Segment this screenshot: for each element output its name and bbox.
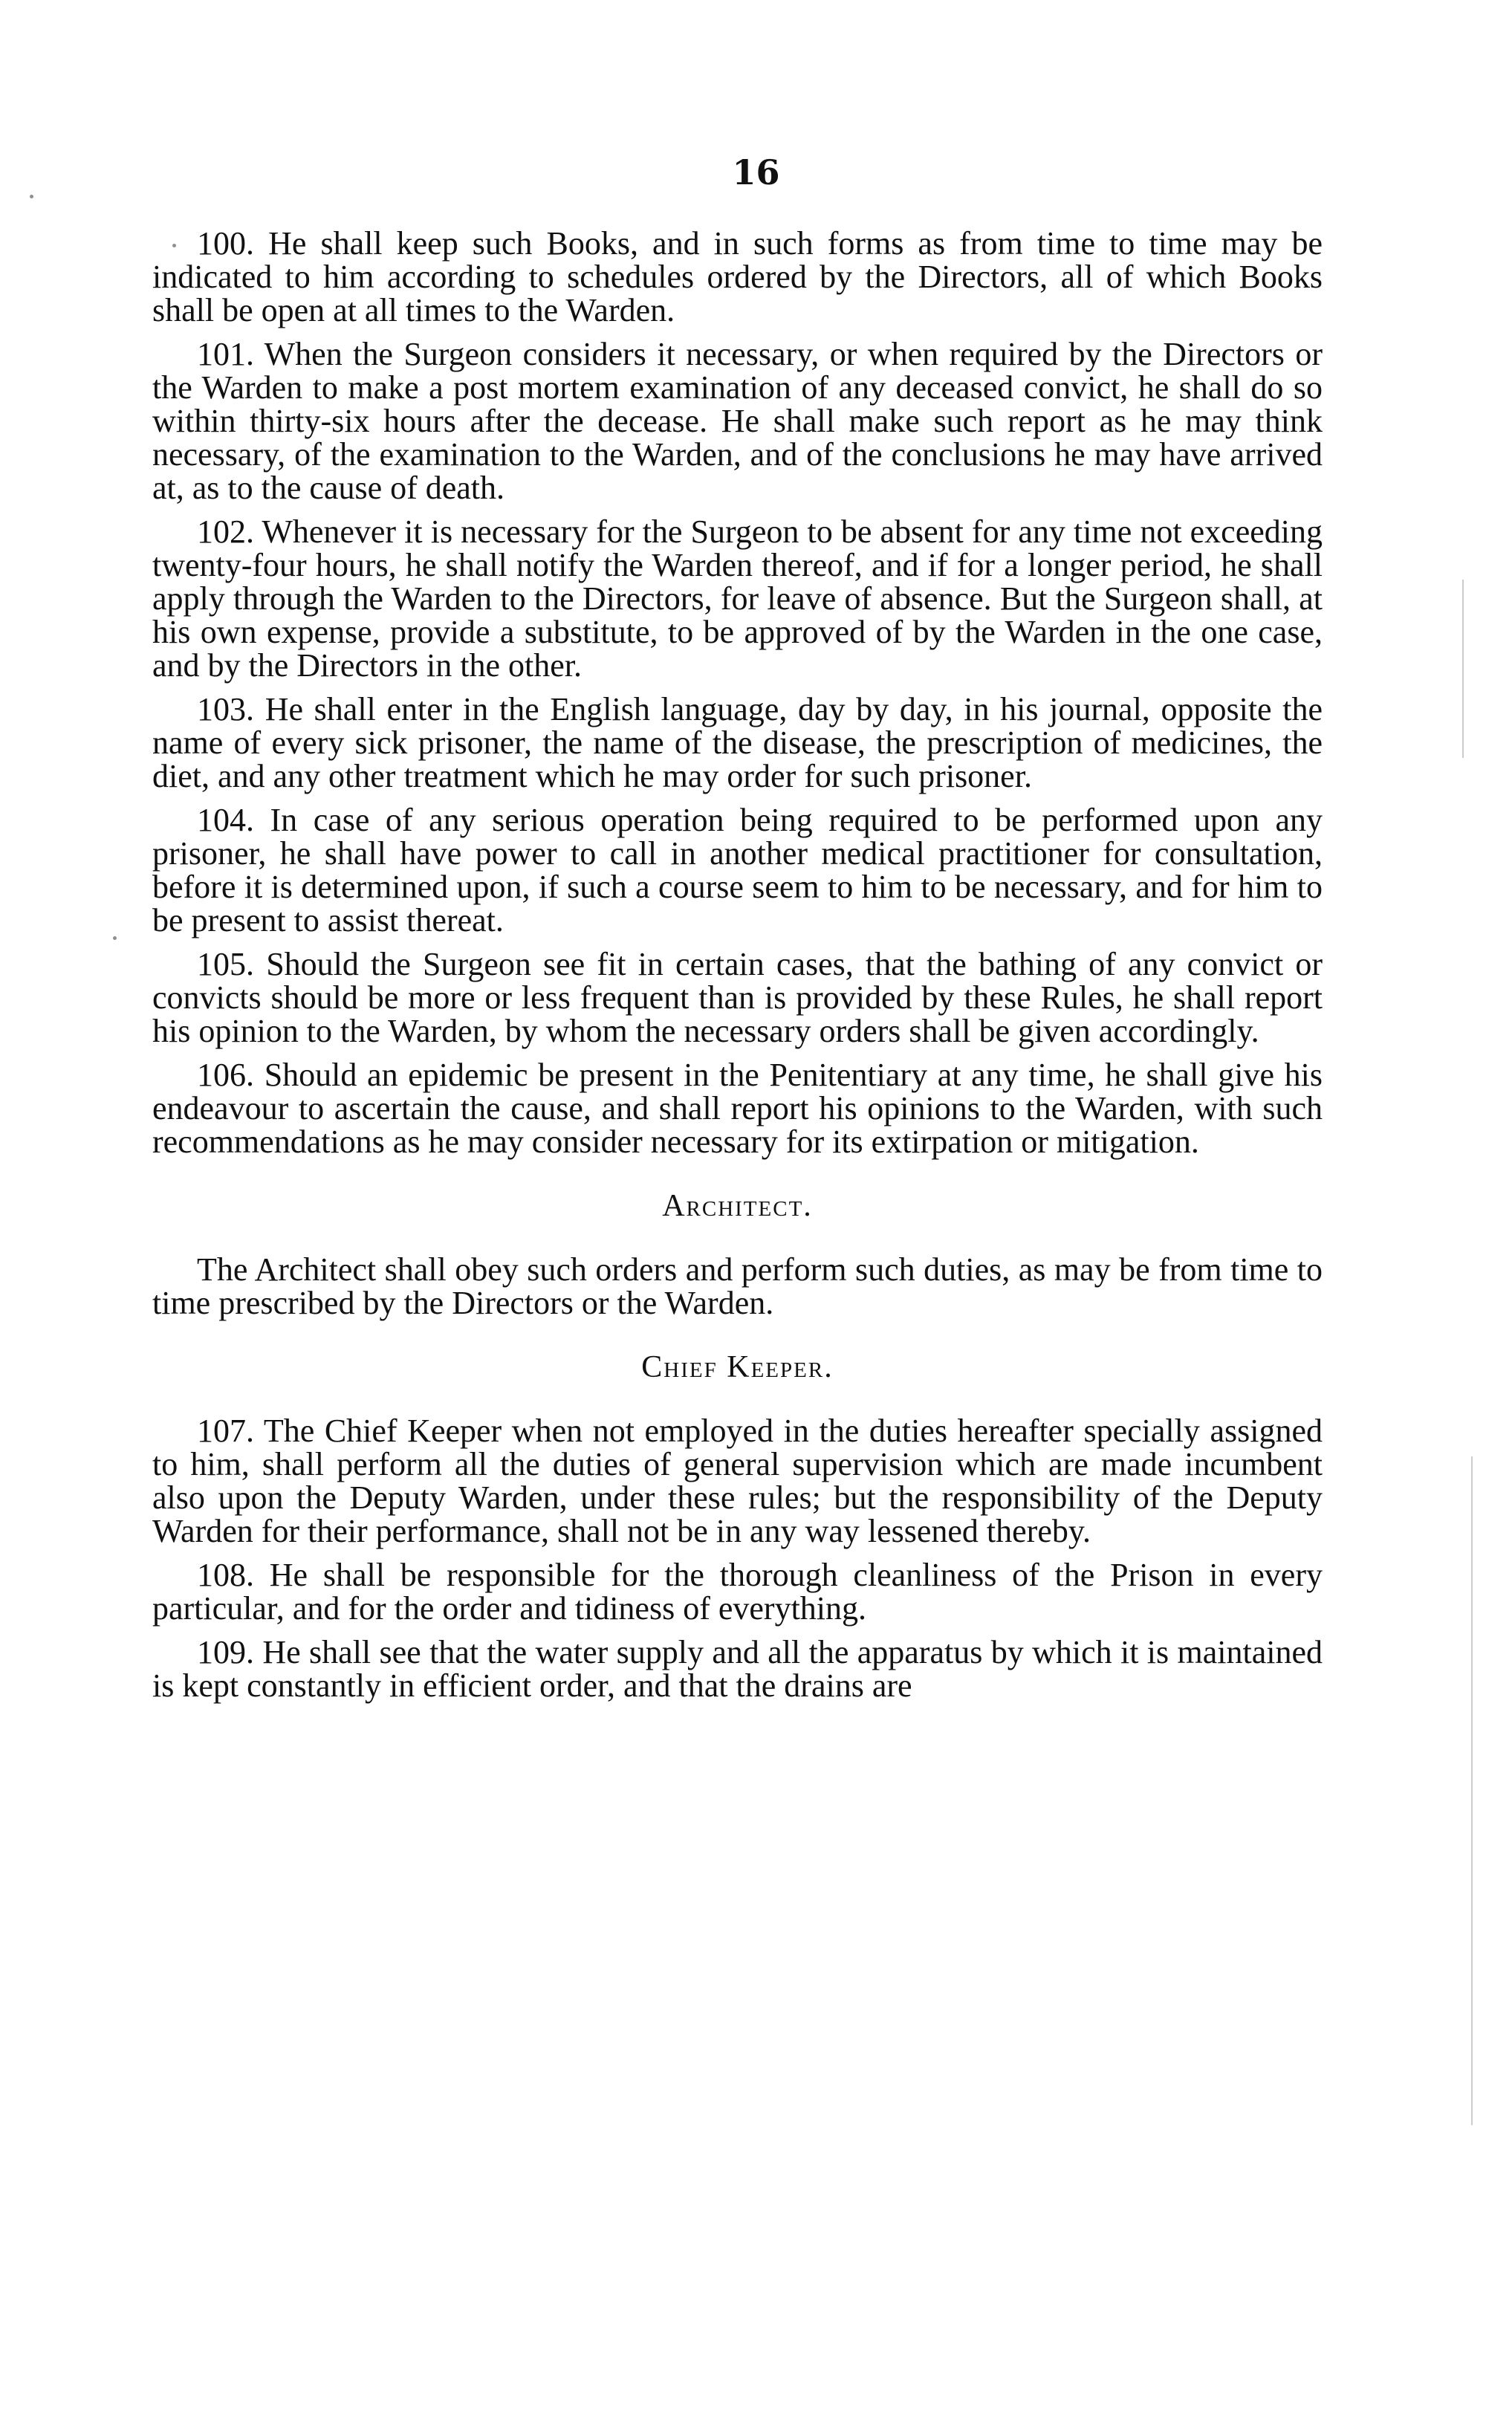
scan-speck bbox=[113, 936, 117, 940]
paragraph-105 bbox=[152, 947, 1323, 1048]
paragraph-number: 101. bbox=[197, 336, 254, 372]
paragraph-number: 103. bbox=[197, 691, 254, 727]
paragraph-100 bbox=[152, 227, 1323, 327]
paragraph-number: 104. bbox=[197, 802, 254, 838]
paragraph-102 bbox=[152, 515, 1323, 682]
paragraph-number: 109. bbox=[197, 1634, 254, 1670]
paragraph-106 bbox=[152, 1058, 1323, 1158]
paragraph-text: The Chief Keeper when not employed in the duties hereafter specially assigned to him, shall perform all the duties of general supervision which are made incumbent also upon the Deputy Warden, under these rules; but the responsibility of the Deputy Warden for their performance, shall not be in any way lessened thereby. bbox=[152, 1413, 1323, 1549]
paragraph-text: Should an epidemic be present in the Penitentiary at any time, he shall give his endeavour to ascertain the cause, and shall report his opinions to the Warden, with such recommendations as he may consider necessary for its extirpation or mitigation. bbox=[152, 1057, 1323, 1160]
scan-margin-line bbox=[1471, 1456, 1473, 2125]
paragraph-text: Whenever it is necessary for the Surgeon to be absent for any time not exceeding twenty-four hours, he shall notify the Warden thereof, and if for a longer period, he shall apply through the Warden to the Directors, for leave of absence. But the Surgeon shall, at his own expense, provide a substitute, to be approved of by the Warden in the one case, and by the Directors in the other. bbox=[152, 513, 1323, 684]
paragraph-103 bbox=[152, 693, 1323, 793]
paragraph-number: 107. bbox=[197, 1413, 254, 1449]
scan-speck bbox=[172, 244, 176, 247]
scan-margin-line bbox=[1462, 580, 1464, 758]
paragraph-104 bbox=[152, 803, 1323, 937]
paragraph-architect: The Architect shall obey such orders and perform such duties, as may be from time to time prescribed by the Directors or the Warden. bbox=[152, 1251, 1323, 1321]
paragraph-text: In case of any serious operation being required to be performed upon any prisoner, he shall have power to call in another medical practitioner for consultation, before it is determined upon, if such a course seem to him to be necessary, and for him to be present to assist thereat. bbox=[152, 802, 1323, 938]
section-heading-chief-keeper: Chief Keeper. bbox=[641, 1350, 834, 1384]
paragraph-108 bbox=[152, 1558, 1323, 1625]
paragraph-number: 102. bbox=[197, 513, 254, 550]
paragraph-text: He shall see that the water supply and all the apparatus by which it is maintained is kept constantly in efficient order, and that the drains are bbox=[152, 1634, 1323, 1704]
paragraph-text: Should the Surgeon see fit in certain cases, that the bathing of any convict or convicts should be more or less frequent than is provided by these Rules, he shall report his opinion to the Warden, by whom the necessary orders shall be given accordingly. bbox=[152, 946, 1323, 1049]
paragraph-number: 100. bbox=[197, 225, 254, 262]
paragraph-text: When the Surgeon considers it necessary, or when required by the Directors or the Warden to make a post mortem examination of any deceased convict, he shall do so within thirty-six hours after the decease. He shall make such report as he may think necessary, of the examination to the Warden, and of the conclusions he may have arrived at, as to the cause of death. bbox=[152, 336, 1323, 506]
paragraph-number: 105. bbox=[197, 946, 254, 982]
paragraph-text: He shall be responsible for the thorough cleanliness of the Prison in every particular, and for the order and tidiness of everything. bbox=[152, 1557, 1323, 1627]
scan-speck bbox=[30, 195, 33, 198]
paragraph-109 bbox=[152, 1635, 1323, 1702]
paragraph-number: 106. bbox=[197, 1057, 254, 1093]
paragraph-text: He shall keep such Books, and in such forms as from time to time may be indicated to him according to schedules ordered by the Directors, all of which Books shall be open at all times to the Warden. bbox=[152, 225, 1323, 328]
paragraph-101 bbox=[152, 337, 1323, 505]
paragraph-107 bbox=[152, 1414, 1323, 1548]
section-heading-architect: Architect. bbox=[662, 1189, 813, 1223]
paragraph-text: He shall enter in the English language, day by day, in his journal, opposite the name of every sick prisoner, the name of the disease, the prescription of medicines, the diet, and any other treatment which he may order for such prisoner. bbox=[152, 691, 1323, 794]
text-body bbox=[152, 227, 1323, 1713]
page-number: 16 bbox=[732, 152, 780, 192]
paragraph-number: 108. bbox=[197, 1557, 254, 1593]
